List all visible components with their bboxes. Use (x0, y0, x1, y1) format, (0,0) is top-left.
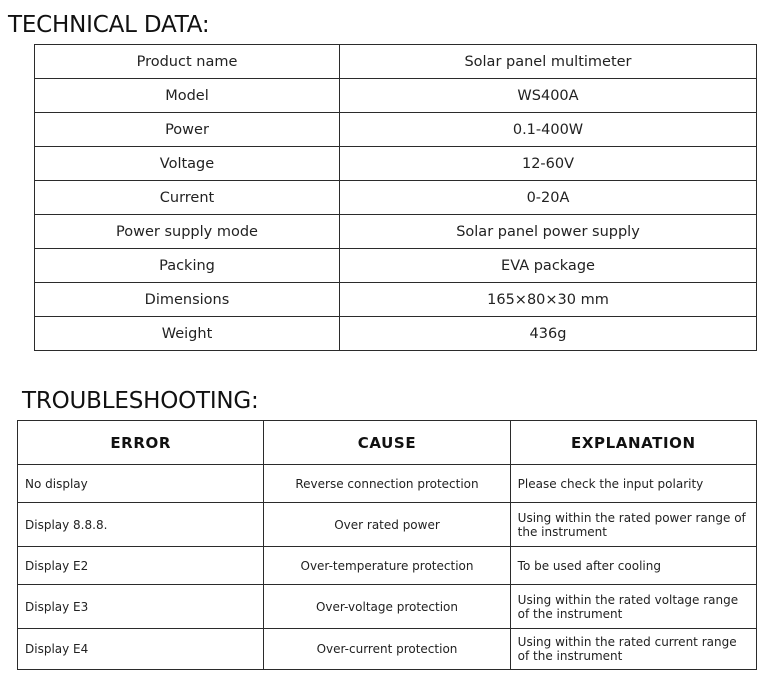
error-cell: Display 8.8.8. (18, 503, 264, 547)
cause-cell: Over-current protection (264, 629, 510, 670)
error-cell: Display E2 (18, 547, 264, 585)
troubleshooting-table (17, 420, 757, 670)
explanation-cell: Using within the rated power range of the instrument (510, 503, 756, 547)
column-header-explanation: EXPLANATION (510, 421, 756, 465)
table-row (35, 249, 757, 283)
explanation-cell: Using within the rated current range of the instrument (510, 629, 756, 670)
table-row (35, 45, 757, 79)
spec-label: Packing (35, 249, 340, 283)
table-row (35, 147, 757, 181)
spec-value: 165×80×30 mm (340, 283, 757, 317)
table-row (18, 585, 757, 629)
spec-label: Power supply mode (35, 215, 340, 249)
spec-value: Solar panel power supply (340, 215, 757, 249)
table-row (35, 79, 757, 113)
spec-label: Product name (35, 45, 340, 79)
spec-value: WS400A (340, 79, 757, 113)
cause-cell: Over-voltage protection (264, 585, 510, 629)
error-cell: No display (18, 465, 264, 503)
spec-value: 0.1-400W (340, 113, 757, 147)
spec-label: Dimensions (35, 283, 340, 317)
cause-cell: Reverse connection protection (264, 465, 510, 503)
spec-value: 436g (340, 317, 757, 351)
spec-label: Voltage (35, 147, 340, 181)
technical-data-heading: TECHNICAL DATA: (8, 12, 210, 38)
spec-value: 0-20A (340, 181, 757, 215)
troubleshooting-heading: TROUBLESHOOTING: (22, 388, 259, 414)
spec-label: Power (35, 113, 340, 147)
error-cell: Display E3 (18, 585, 264, 629)
technical-data-table (34, 44, 757, 351)
header-row (18, 421, 757, 465)
error-cell: Display E4 (18, 629, 264, 670)
column-header-cause: CAUSE (264, 421, 510, 465)
spec-value: Solar panel multimeter (340, 45, 757, 79)
cause-cell: Over-temperature protection (264, 547, 510, 585)
cause-cell: Over rated power (264, 503, 510, 547)
spec-value: 12-60V (340, 147, 757, 181)
table-row (35, 317, 757, 351)
explanation-cell: Using within the rated voltage range of the instrument (510, 585, 756, 629)
table-row (18, 547, 757, 585)
table-row (18, 465, 757, 503)
table-row (35, 113, 757, 147)
explanation-cell: Please check the input polarity (510, 465, 756, 503)
table-row (18, 503, 757, 547)
table-row (35, 181, 757, 215)
explanation-cell: To be used after cooling (510, 547, 756, 585)
spec-label: Model (35, 79, 340, 113)
spec-label: Current (35, 181, 340, 215)
spec-label: Weight (35, 317, 340, 351)
spec-value: EVA package (340, 249, 757, 283)
table-row (18, 629, 757, 670)
table-row (35, 215, 757, 249)
table-row (35, 283, 757, 317)
column-header-error: ERROR (18, 421, 264, 465)
